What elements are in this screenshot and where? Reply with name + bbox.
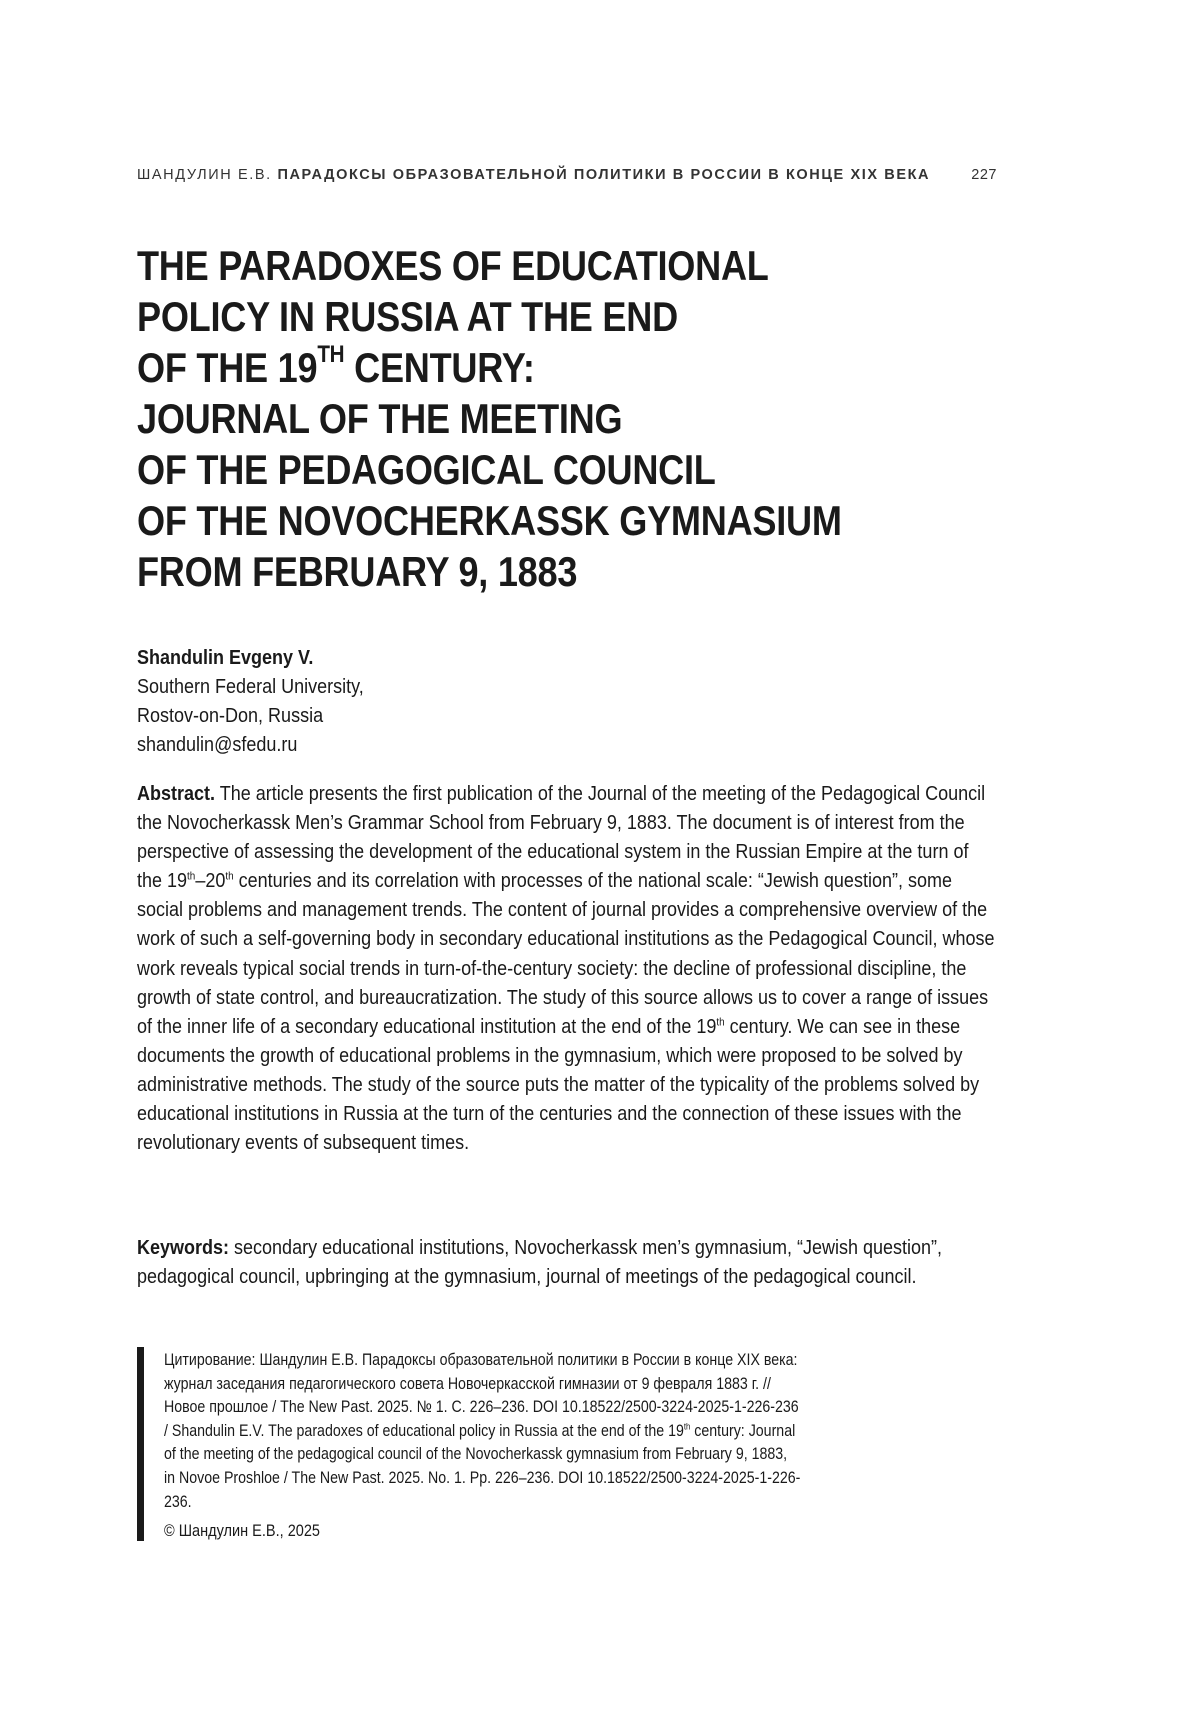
header-running-title: ПАРАДОКСЫ ОБРАЗОВАТЕЛЬНОЙ ПОЛИТИКИ В РОССИИ В КОНЦЕ XIX ВЕКА [277,167,931,183]
abstract [137,780,997,1158]
title-line: OF THE NOVOCHERKASSK GYMNASIUM [137,497,842,544]
title-line: POLICY IN RUSSIA AT THE END [137,293,678,340]
keywords [137,1234,997,1292]
article-title [137,240,997,597]
abstract-text: century. We can see in these documents the growth of educational problems in the gymnasium, which were proposed to be solved by administrative methods. The study of the source puts the matter of the typicality of the problems solved by educational institutions in Russia at the turn of the centuries and the connection of these issues with the revolutionary events of subsequent times. [137,1015,980,1155]
citation-part: Цитирование: Шандулин Е.В. Парадоксы образовательной политики в России в конце XIX века: журнал заседания педагогического совета Новочеркасской гимназии от 9 февраля 1883 г. // Новое прошлое / The New Past. 2025. № 1. С. 226–236. DOI 10.18522/2500-3224-2025-1-226-236 / Shandulin E.V. The paradoxes of educational policy in Russia at the end of the 19 [164,1351,799,1440]
citation-superscript: th [683,1421,691,1432]
author-affiliation: Southern Federal University, [137,676,364,698]
citation-bar [137,1347,144,1541]
running-header [137,167,997,183]
copyright: © Шандулин Е.В., 2025 [164,1522,320,1540]
title-line: OF THE PEDAGOGICAL COUNCIL [137,446,716,493]
abstract-text: centuries and its correlation with processes of the national scale: “Jewish question”, some social problems and management trends. The content of journal provides a comprehensive overview of the work of such a self-governing body in secondary educational institutions as the Pedagogical Council, whose work reveals typical social trends in turn-of-the-century society: the decline of professional discipline, the growth of state control, and bureaucratization. The study of this source allows us to cover a range of issues of the inner life of a secondary educational institution at the end of the 19 [137,870,995,1038]
author-email[interactable]: shandulin@sfedu.ru [137,734,298,756]
header-author: ШАНДУЛИН Е.В. [137,167,272,183]
title-line: FROM FEBRUARY 9, 1883 [137,548,578,595]
abstract-label: Abstract. [137,783,216,805]
author-location: Rostov-on-Don, Russia [137,705,324,727]
title-superscript: TH [317,341,345,368]
title-line [137,342,997,393]
abstract-text: The article presents the first publication of the Journal of the meeting of the Pedagogical Council the Novocherkassk Men’s Grammar School from February 9, 1883. The document is of interest from the perspective of assessing the development of the educational system in the Russian Empire at the turn of the 19 [137,783,986,893]
citation-part: century: Journal of the meeting of the pedagogical council of the Novocherkassk gymnasium from February 9, 1883, in Novoe Proshloe / The New Past. 2025. No. 1. Pp. 226–236. DOI 10.18522/2500-3224-2025-1-226-236. [164,1421,801,1511]
abstract-superscript: th [187,870,196,883]
keywords-label: Keywords: [137,1237,230,1259]
author-block [137,644,587,760]
abstract-text: –20 [195,870,226,893]
page-number: 227 [971,167,997,183]
abstract-superscript: th [716,1016,725,1029]
author-name: Shandulin Evgeny V. [137,647,314,669]
title-line-part: OF THE 19 [137,344,318,391]
title-line: THE PARADOXES OF EDUCATIONAL [137,242,769,289]
title-line-part: CENTURY: [344,344,535,391]
abstract-superscript: th [225,870,234,883]
citation-box [137,1347,897,1541]
keywords-text: secondary educational institutions, Novocherkassk men’s gymnasium, “Jewish question”, pedagogical council, upbringing at the gymnasium, journal of meetings of the pedagogical council. [137,1237,943,1289]
title-line: JOURNAL OF THE MEETING [137,395,623,442]
citation-text [164,1349,800,1514]
